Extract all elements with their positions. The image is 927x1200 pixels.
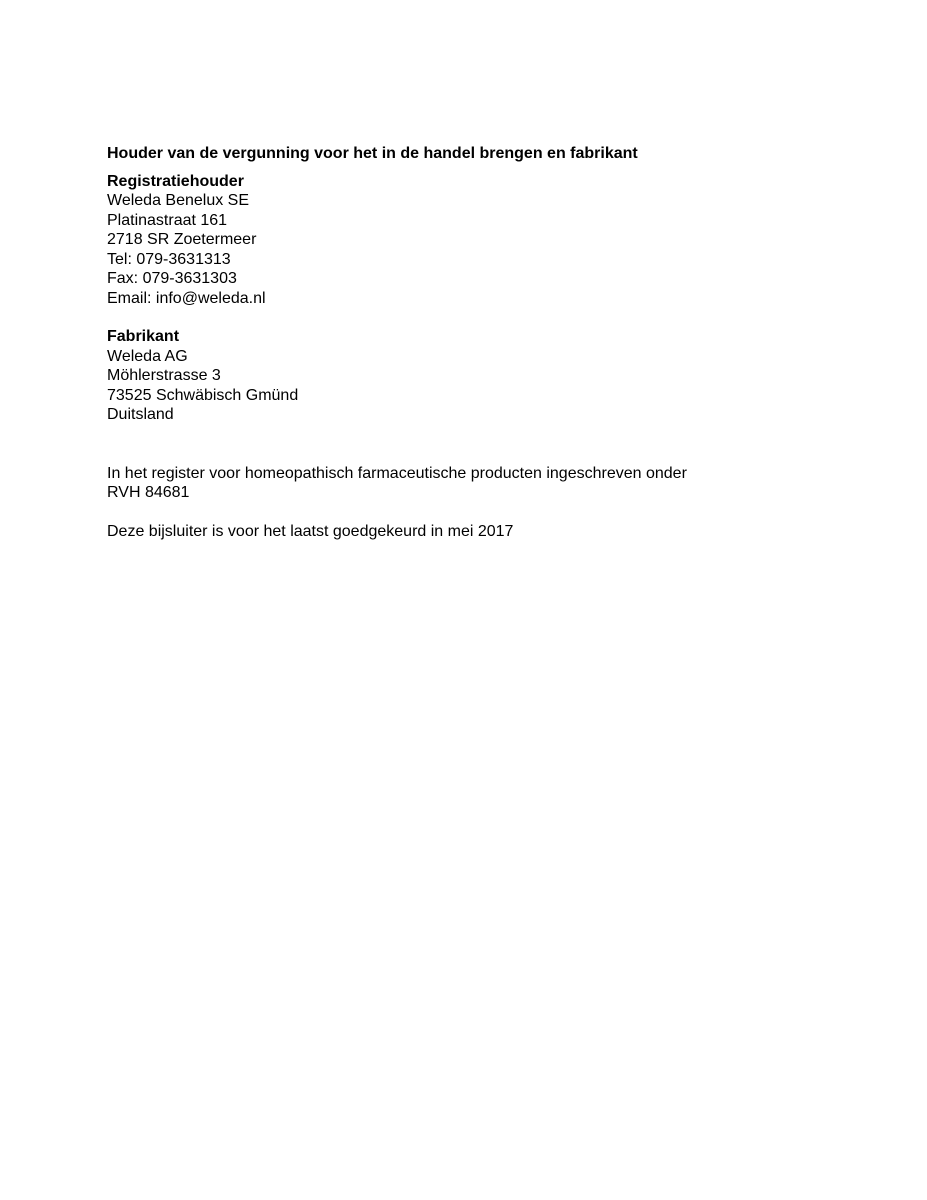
approval-block [107, 522, 827, 542]
holder-fax: Fax: 079-3631303 [107, 270, 237, 287]
register-statement: In het register voor homeopathisch farmaceutische producten ingeschreven onder [107, 464, 687, 482]
holder-phone: Tel: 079-3631313 [107, 250, 231, 268]
manufacturer-title: Fabrikant [107, 328, 180, 345]
document-page [107, 144, 827, 541]
holder-company-name: Weleda Benelux SE [107, 192, 250, 209]
register-block [107, 464, 827, 503]
register-number: RVH 84681 [107, 484, 190, 501]
registration-holder-title: Registratiehouder [107, 172, 244, 190]
approval-date-statement: Deze bijsluiter is voor het laatst goedgekeurd in mei 2017 [107, 522, 514, 540]
registration-holder-block [107, 172, 827, 309]
manufacturer-block [107, 327, 827, 425]
manufacturer-city: 73525 Schwäbisch Gmünd [107, 386, 299, 404]
section-heading: Houder van de vergunning voor het in de handel brengen en fabrikant [107, 145, 638, 162]
holder-city: 2718 SR Zoetermeer [107, 231, 257, 248]
manufacturer-country: Duitsland [107, 406, 174, 423]
manufacturer-company-name: Weleda AG [107, 347, 188, 365]
manufacturer-street: Möhlerstrasse 3 [107, 367, 221, 384]
holder-email: Email: info@weleda.nl [107, 289, 266, 307]
holder-street: Platinastraat 161 [107, 211, 228, 229]
